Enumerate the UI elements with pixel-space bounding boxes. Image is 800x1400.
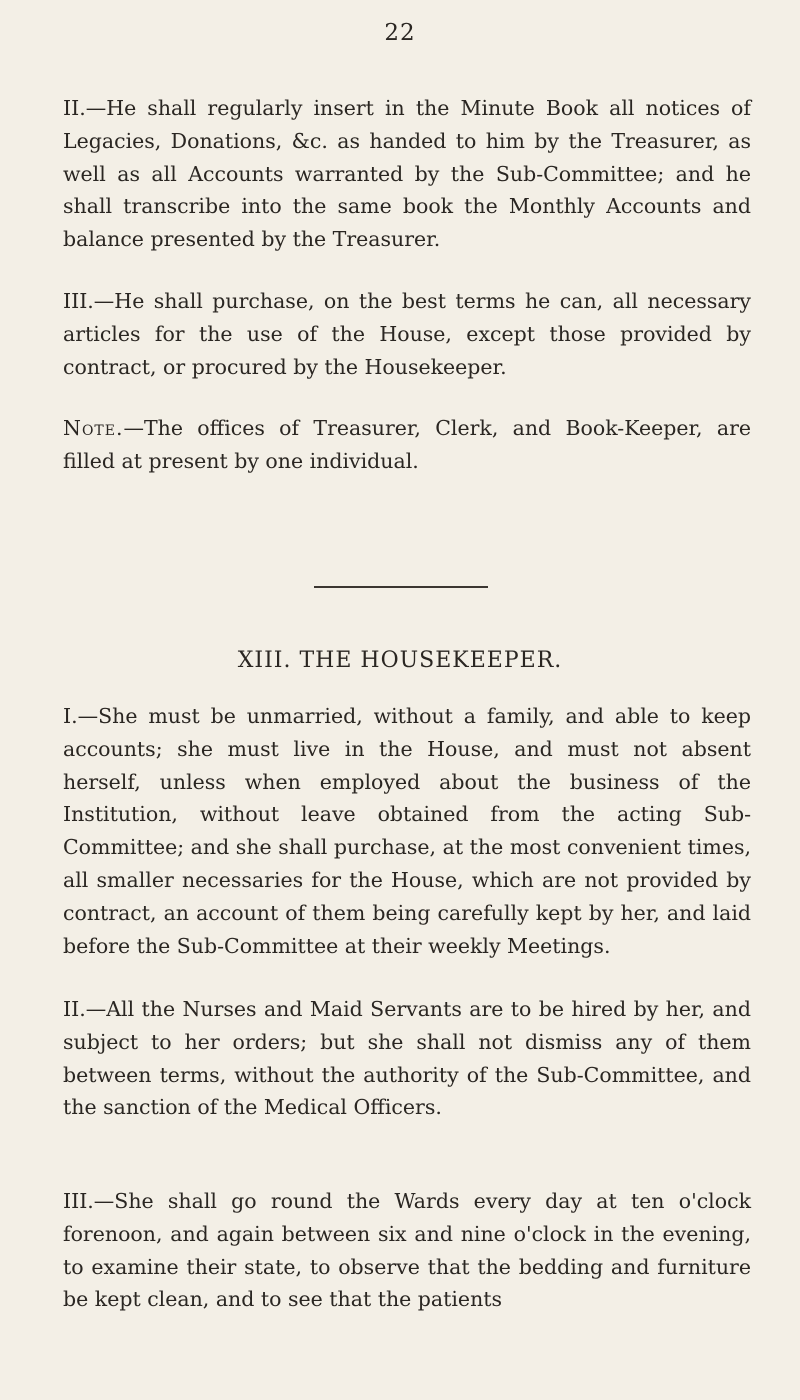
housekeeper-rule-i: I.—She must be unmarried, without a family, and able to keep accounts; she must live in the House, and must not absent herself, unless when employed about the business of the Institution, without leave obtained from the acting Sub-Committee; and she shall purchase, at the most convenient times, all smaller necessaries for the House, which are not provided by contract, an account of them being carefully kept by her, and laid before the Sub-Committee at their weekly Meetings. [63, 704, 751, 958]
note-label: Note. [63, 416, 124, 440]
section-divider [314, 586, 488, 588]
clerk-rule-ii: II.—He shall regularly insert in the Minute Book all notices of Legacies, Donations, &c. as handed to him by the Treasurer, as well as all Accounts warranted by the Sub-Committee; and he shall transcribe into the same book the Monthly Accounts and balance presented by the Treasurer. [63, 96, 751, 252]
housekeeper-rule-ii: II.—All the Nurses and Maid Servants are to be hired by her, and subject to her orders; but she shall not dismiss any of them between terms, without the authority of the Sub-Committee, and the sanction of the Medical Officers. [63, 997, 751, 1120]
housekeeper-rule-iii: III.—She shall go round the Wards every day at ten o'clock forenoon, and again between six and nine o'clock in the evening, to examine their state, to observe that the bedding and furniture be kept clean, and to see that the patients [63, 1189, 751, 1312]
page-number: 22 [384, 20, 416, 46]
clerk-rule-iii: III.—He shall purchase, on the best terms he can, all necessary articles for the use of the House, except those provided by contract, or procured by the Housekeeper. [63, 289, 751, 379]
clerk-note [63, 412, 751, 478]
note-text: —The offices of Treasurer, Clerk, and Book-Keeper, are filled at present by one individual. [63, 416, 751, 473]
section-heading: XIII. THE HOUSEKEEPER. [237, 648, 563, 673]
